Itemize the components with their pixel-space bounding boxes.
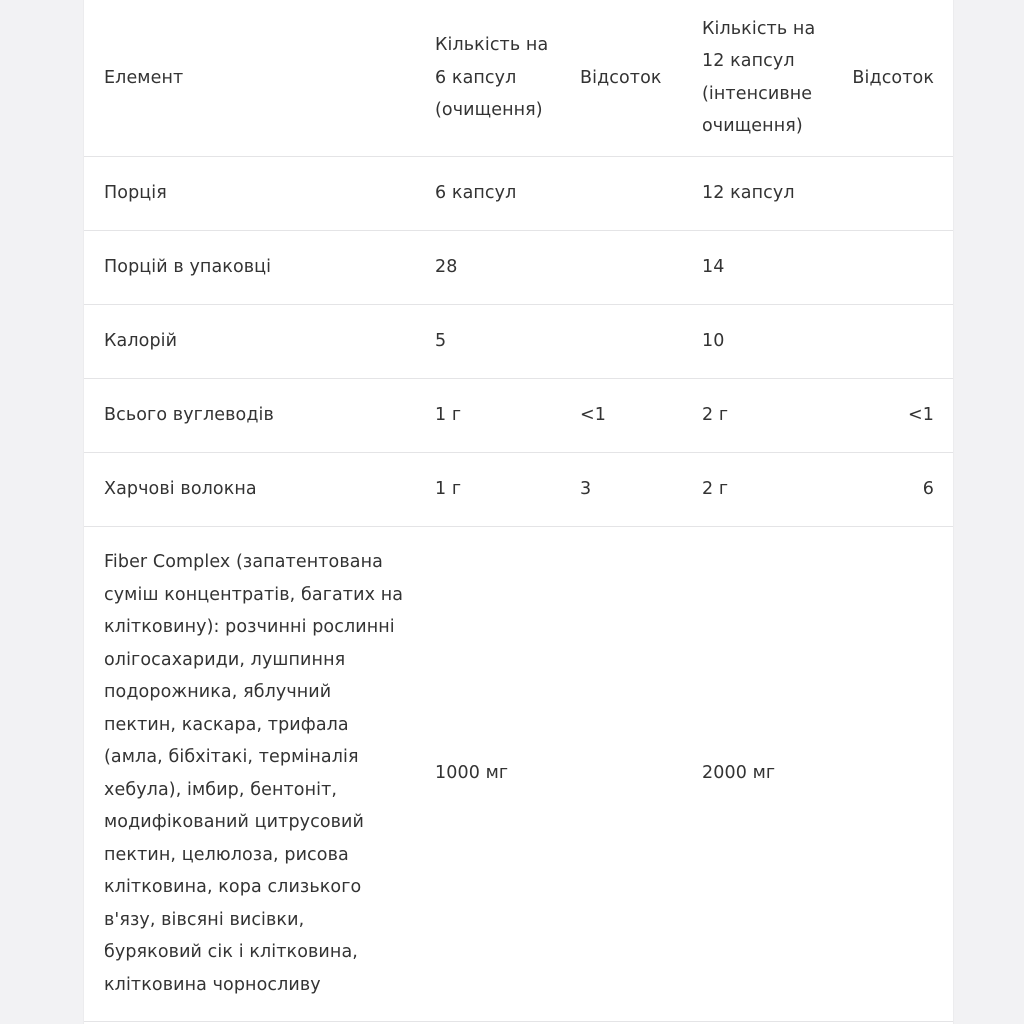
table-row [84,304,953,378]
cell-amount-1: 28 [435,256,458,277]
cell-element: Всього вуглеводів [104,404,274,425]
cell-percent-2 [833,304,953,378]
cell-amount-2: 14 [702,256,725,277]
cell-percent-1: 3 [580,478,592,499]
cell-amount-1: 1 г [435,478,462,499]
cell-percent-1 [561,526,682,1021]
cell-percent-2: <1 [908,404,934,425]
cell-percent-2: 6 [922,478,934,499]
fiber-complex-description: Fiber Complex (запатентована суміш концентратів, багатих на клітковину): розчинні рослинні олігосахариди, лушпиння подорожника, яблучний пектин, каскара, трифала (амла, бібхітакі, терміналія хебула), імбир, бентоніт, модифікований цитрусовий пектин, целюлоза, рисова клітковина, кора слизького в'язу, вівсяні висівки, буряковий сік і клітковина, клітковина чорносливу [104,552,404,995]
header-percent-2: Відсоток [852,67,934,88]
cell-percent-1: <1 [580,404,606,425]
cell-percent-1 [561,156,682,230]
cell-amount-2: 2000 мг [702,763,776,784]
cell-amount-2: 12 капсул [702,182,795,203]
cell-percent-2 [833,526,953,1021]
supplement-facts-table [84,0,953,1022]
header-amount-6-capsules: Кількість на 6 капсул (очищення) [435,35,549,120]
cell-amount-2: 10 [702,330,725,351]
cell-element: Харчові волокна [104,478,257,499]
supplement-facts-card [84,0,953,1024]
cell-amount-1: 1000 мг [435,763,509,784]
cell-element [84,526,415,1021]
cell-amount-1: 1 г [435,404,462,425]
table-row [84,526,953,1021]
cell-amount-1: 6 капсул [435,182,517,203]
cell-amount-1: 5 [435,330,447,351]
table-header-row [84,0,953,156]
cell-percent-2 [833,156,953,230]
table-row [84,452,953,526]
header-percent-1: Відсоток [580,67,662,88]
cell-amount-2: 2 г [702,478,729,499]
cell-amount-2: 2 г [702,404,729,425]
cell-element: Калорій [104,330,178,351]
cell-element: Порція [104,182,167,203]
header-element: Елемент [104,67,184,88]
table-row [84,156,953,230]
cell-percent-1 [561,304,682,378]
table-row [84,230,953,304]
cell-percent-2 [833,230,953,304]
table-row [84,378,953,452]
cell-percent-1 [561,230,682,304]
cell-element: Порцій в упаковці [104,256,272,277]
header-amount-12-capsules: Кількість на 12 капсул (інтенсивне очищення) [702,18,816,137]
